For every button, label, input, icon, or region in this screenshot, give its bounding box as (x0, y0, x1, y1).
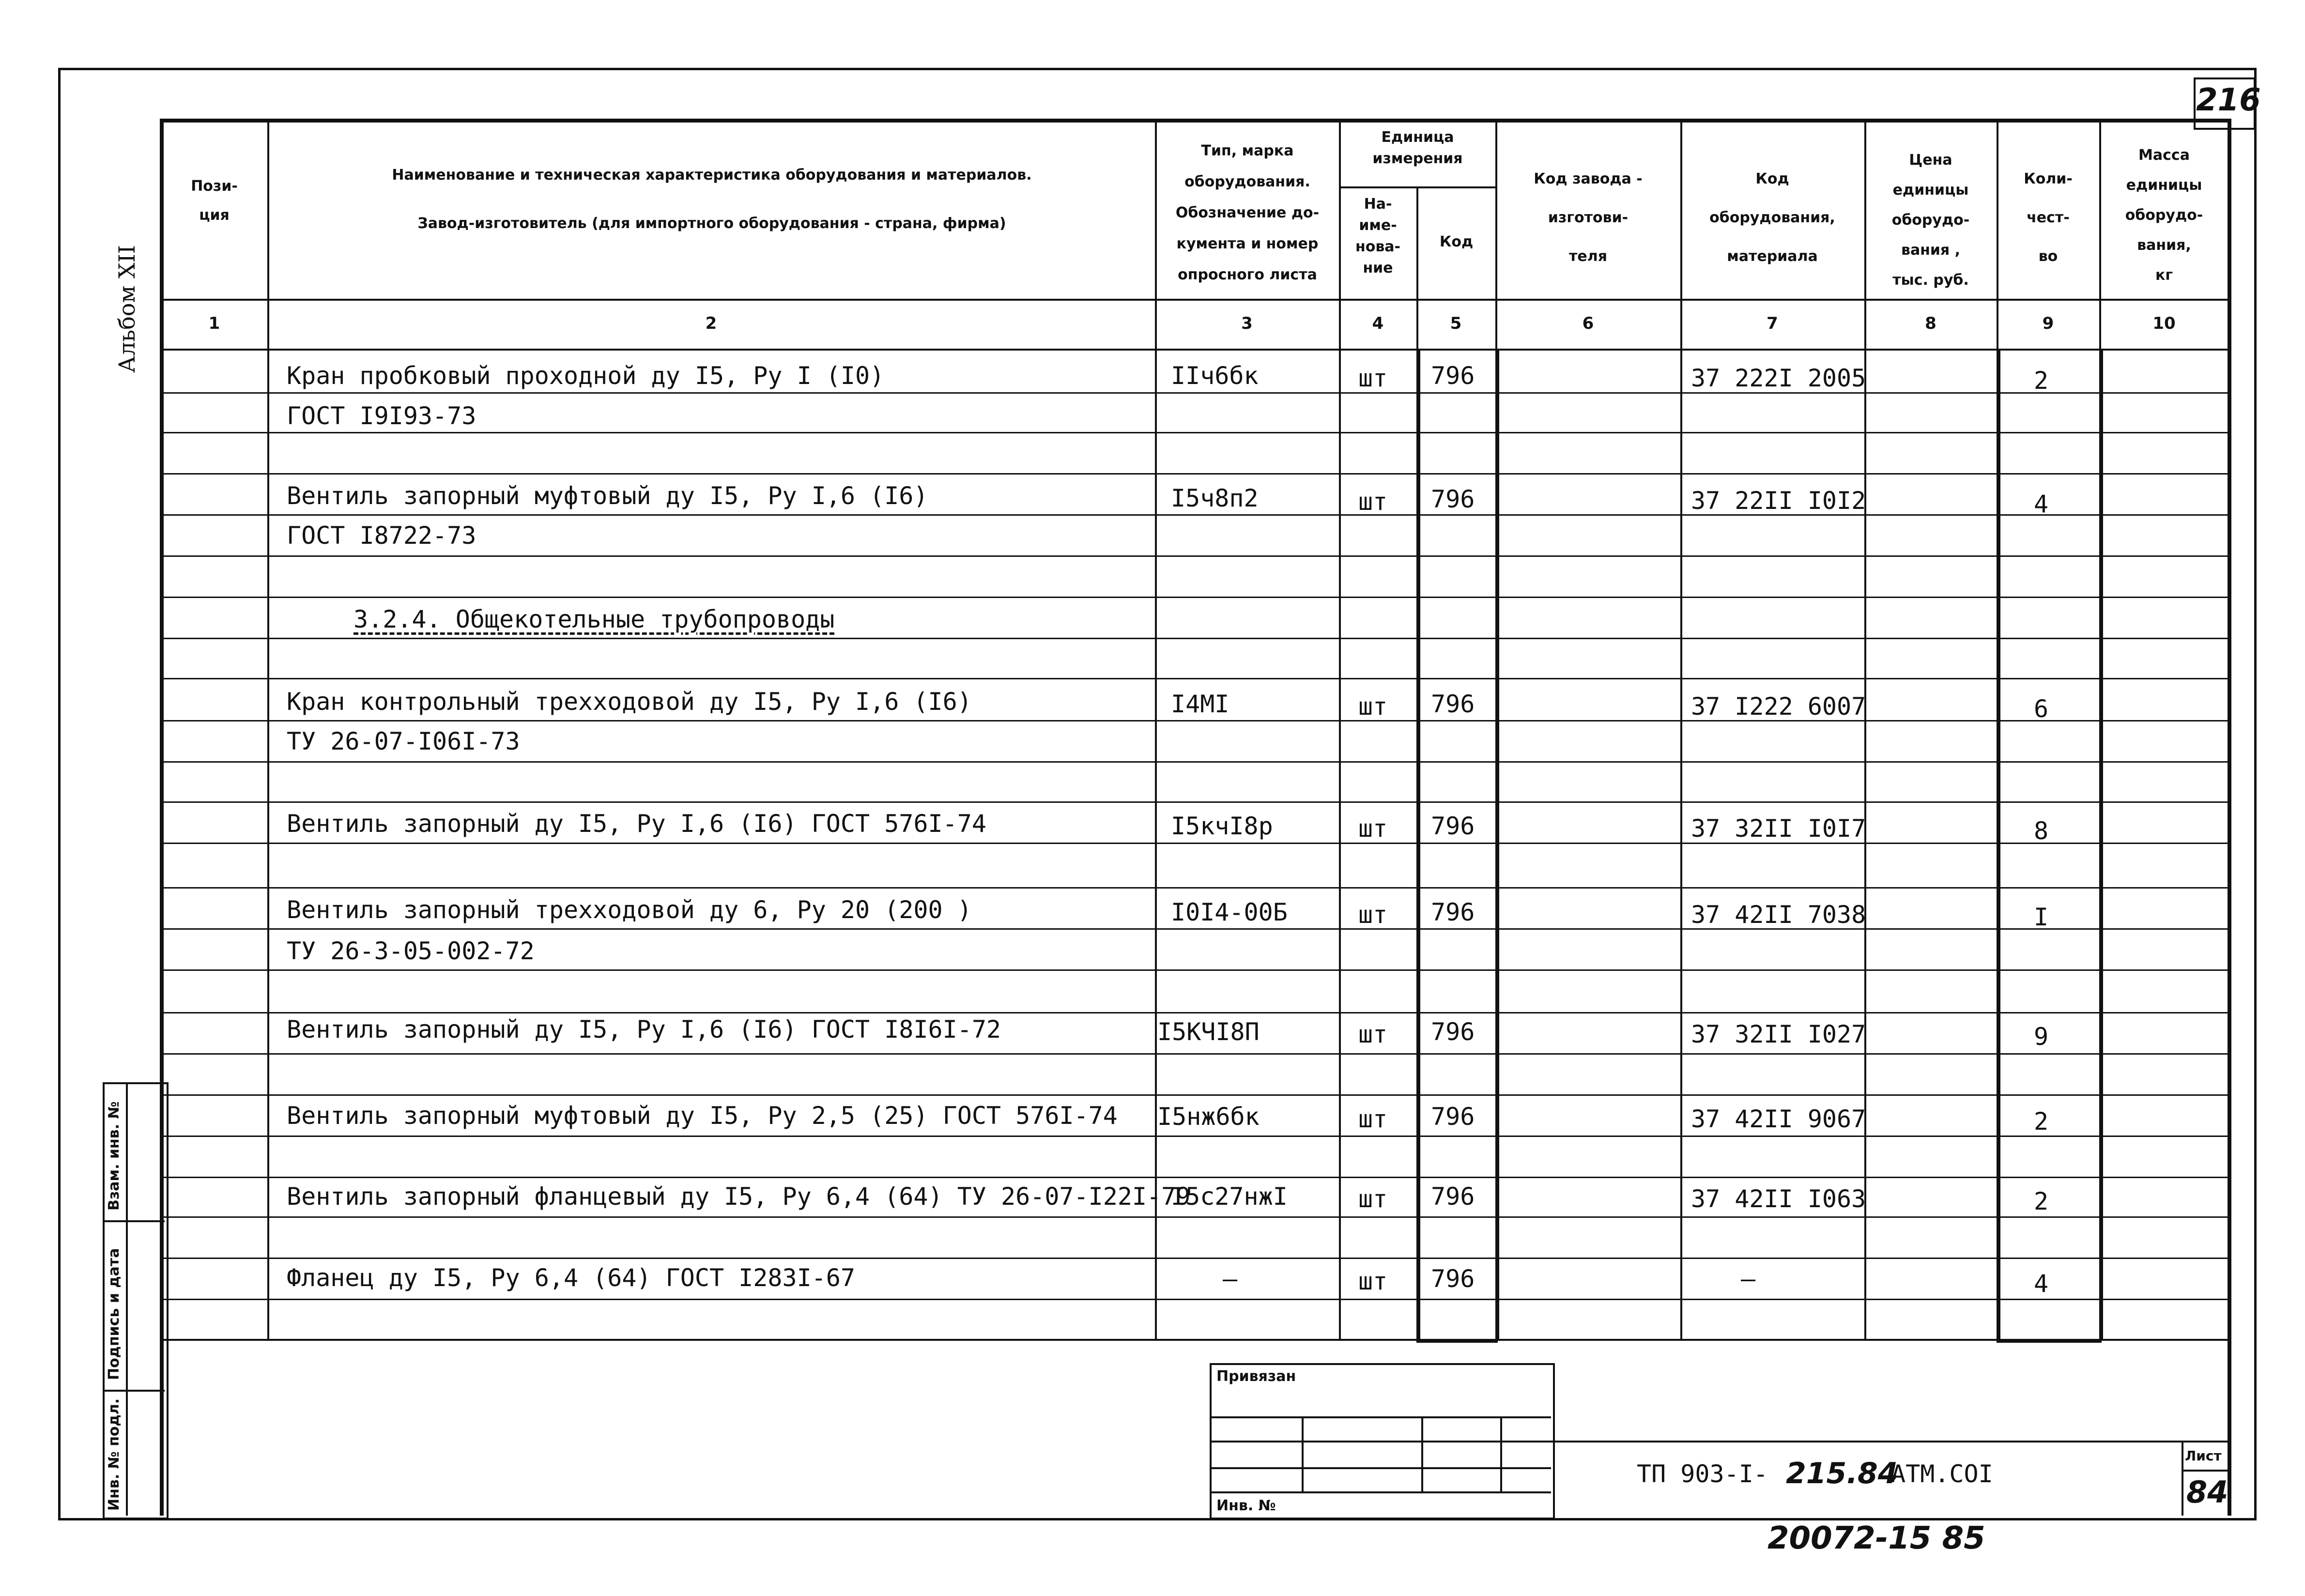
item-type: I5с27нжI (1171, 1182, 1288, 1211)
table-body-bottom (160, 1339, 2230, 1341)
doc-code-handwritten: 215.84 (1786, 1457, 1898, 1490)
podpis-data-label: Подпись и дата (106, 1248, 123, 1380)
item-quantity: 2 (2034, 1107, 2049, 1136)
item-type: I5нж6бк (1157, 1103, 1260, 1131)
item-equipment-code: 37 32II I027 (1691, 1020, 1866, 1048)
item-name: Кран контрольный трехходовой ду I5, Ру I,6 (I6) (287, 688, 972, 716)
doc-code-prefix: ТП 903-I- (1637, 1460, 1768, 1488)
header-unit-code: Код (1439, 233, 1474, 250)
item-equipment-code: 37 222I 2005 (1691, 364, 1866, 392)
item-name-line2: ГОСТ I9I93-73 (287, 402, 476, 430)
item-equipment-code: 37 32II I0I7 (1691, 814, 1866, 843)
item-quantity: 4 (2034, 490, 2049, 518)
col-number-3: 3 (1241, 314, 1253, 333)
item-quantity: 8 (2034, 817, 2049, 845)
item-name-line2: ТУ 26-07-I06I-73 (287, 727, 520, 755)
header-quantity: Коли- чест- во (2024, 170, 2073, 265)
vzam-inv-label: Взам. инв. № (106, 1101, 123, 1211)
col-number-4: 4 (1372, 314, 1384, 333)
table-top-border (160, 119, 2230, 123)
col-number-1: 1 (208, 314, 220, 333)
item-unit-code: 796 (1431, 362, 1475, 390)
item-unit-code: 796 (1431, 812, 1475, 840)
header-unit-name: На- име- нова- ние (1355, 196, 1401, 276)
doc-code-suffix: АТМ.СОI (1891, 1460, 1993, 1488)
item-name: Кран пробковый проходной ду I5, Ру I (I0) (287, 362, 885, 390)
item-type: I5кчI8р (1171, 812, 1273, 840)
item-unit-code: 796 (1431, 898, 1475, 926)
item-name: Фланец ду I5, Ру 6,4 (64) ГОСТ I283I-67 (287, 1264, 855, 1292)
item-unit: шт (1358, 692, 1388, 721)
header-number-row-bottom (160, 349, 2230, 351)
item-unit-code: 796 (1431, 690, 1475, 718)
col-number-10: 10 (2152, 314, 2176, 333)
privyazan-label: Привязан (1216, 1368, 1296, 1385)
header-position: Пози- ция (191, 178, 238, 224)
item-quantity: 2 (2034, 1187, 2049, 1215)
item-type: I0I4-00Б (1171, 898, 1288, 926)
item-type: I5КЧI8П (1157, 1018, 1260, 1046)
footer-number: 20072-15 85 (1767, 1520, 1985, 1556)
item-type: IIч6бк (1171, 362, 1259, 390)
item-quantity: 2 (2034, 367, 2049, 395)
album-label: Альбом XII (114, 245, 140, 373)
item-name: Вентиль запорный ду I5, Ру I,6 (I6) ГОСТ I8I6I-72 (287, 1015, 1001, 1044)
item-unit: шт (1358, 1267, 1388, 1295)
item-equipment-code: 37 42II I063 (1691, 1185, 1866, 1213)
item-unit: шт (1358, 1020, 1388, 1048)
item-quantity: 9 (2034, 1023, 2049, 1051)
item-quantity: 6 (2034, 695, 2049, 723)
item-unit-code: 796 (1431, 1018, 1475, 1046)
item-equipment-code: 37 22II I0I2 (1691, 487, 1866, 515)
item-name: Вентиль запорный ду I5, Ру I,6 (I6) ГОСТ 576I-74 (287, 810, 986, 838)
header-name-line1: Наименование и техническая характеристика оборудования и материалов. (392, 167, 1032, 184)
item-unit-code: 796 (1431, 1182, 1475, 1211)
item-name-line2: ТУ 26-3-05-002-72 (287, 937, 535, 965)
col-number-9: 9 (2042, 314, 2054, 333)
col-number-8: 8 (1925, 314, 1936, 333)
list-number: 84 (2186, 1474, 2228, 1510)
header-name-line2: Завод-изготовитель (для импортного оборудования - страна, фирма) (417, 215, 1006, 232)
table-right-border (2228, 119, 2231, 1516)
header-unit-price: Цена единицы оборудо- вания , тыс. руб. (1891, 152, 1970, 289)
item-name: Вентиль запорный муфтовый ду I5, Ру I,6 (I6) (287, 482, 928, 510)
header-type: Тип, марка оборудования. Обозначение до- кумента и номер опросного листа (1175, 142, 1320, 283)
inv-no-label: Инв. № (1216, 1497, 1276, 1514)
item-type: I5ч8п2 (1171, 484, 1259, 512)
header-unit-mass: Масса единицы оборудо- вания, кг (2125, 147, 2203, 284)
item-name: Вентиль запорный трехходовой ду 6, Ру 20 (200 ) (287, 896, 972, 924)
item-unit: шт (1358, 1105, 1388, 1133)
col-number-6: 6 (1582, 314, 1594, 333)
item-equipment-code: 37 42II 9067 (1691, 1105, 1866, 1133)
header-unit: Единица измерения (1372, 129, 1463, 167)
col-number-2: 2 (705, 314, 717, 333)
item-unit: шт (1358, 814, 1388, 843)
item-unit: шт (1358, 901, 1388, 929)
item-name-line2: ГОСТ I8722-73 (287, 522, 476, 550)
header-maker-code: Код завода - изготови- теля (1534, 170, 1643, 265)
col-number-7: 7 (1767, 314, 1778, 333)
list-label: Лист (2185, 1448, 2222, 1464)
header-equipment-code: Код оборудования, материала (1709, 170, 1835, 265)
col-number-5: 5 (1450, 314, 1462, 333)
section-title: 3.2.4. Общекотельные трубопроводы (353, 605, 835, 633)
item-equipment-code: 37 42II 7038 (1691, 901, 1866, 929)
item-unit: шт (1358, 364, 1388, 392)
item-type: I4MI (1171, 690, 1229, 718)
item-unit: шт (1358, 488, 1388, 516)
item-unit: шт (1358, 1185, 1388, 1213)
item-name: Вентиль запорный муфтовый ду I5, Ру 2,5 (25) ГОСТ 576I-74 (287, 1102, 1118, 1130)
header-number-row-top (160, 299, 2230, 301)
item-quantity: I (2034, 903, 2049, 931)
item-unit-code: 796 (1431, 485, 1475, 513)
item-type: – (1223, 1265, 1238, 1293)
item-name: Вентиль запорный фланцевый ду I5, Ру 6,4 (64) ТУ 26-07-I22I-79 (287, 1182, 1191, 1211)
item-unit-code: 796 (1431, 1103, 1475, 1131)
item-quantity: 4 (2034, 1270, 2049, 1298)
corner-sheet-number: 216 (2196, 82, 2261, 118)
item-equipment-code: 37 I222 6007 (1691, 692, 1866, 721)
inv-podl-label: Инв. № подл. (106, 1398, 123, 1511)
item-unit-code: 796 (1431, 1265, 1475, 1293)
item-equipment-code: – (1741, 1265, 1756, 1293)
